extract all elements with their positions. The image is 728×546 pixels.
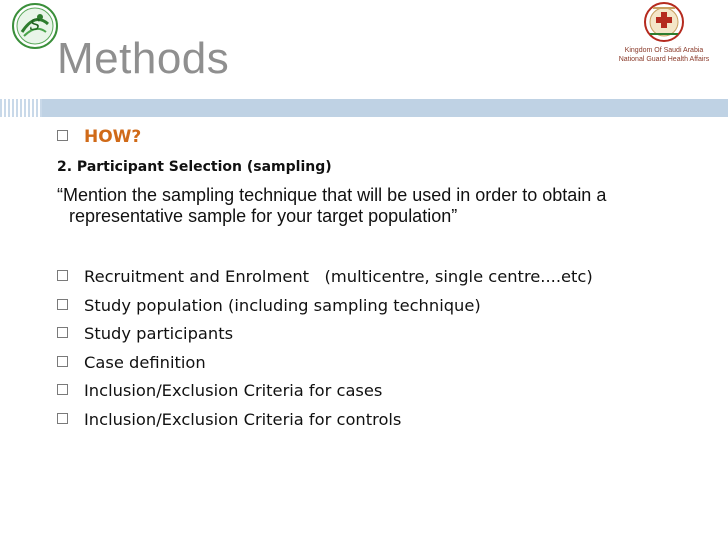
how-heading xyxy=(57,127,141,147)
list-item xyxy=(57,410,593,439)
instruction-quote: “Mention the sampling technique that will be used in order to obtain a representative sample for your target population” xyxy=(57,185,607,226)
emblem-icon xyxy=(606,0,722,46)
title-rule-bar xyxy=(42,99,728,117)
national-guard-logo xyxy=(606,0,722,70)
checkbox-bullet-icon xyxy=(57,130,68,141)
how-label: HOW? xyxy=(84,127,142,147)
logo-caption-line1: Kingdom Of Saudi Arabia xyxy=(624,47,704,54)
checkbox-bullet-icon xyxy=(57,270,68,281)
checkbox-bullet-icon xyxy=(57,327,68,338)
list-item-text: Study participants xyxy=(84,324,234,343)
bullet-list xyxy=(57,267,593,438)
list-item-text: Recruitment and Enrolment (multicentre, single centre....etc) xyxy=(84,267,593,286)
list-item-text: Inclusion/Exclusion Criteria for cases xyxy=(84,381,383,400)
checkbox-bullet-icon xyxy=(57,356,68,367)
logo-caption-line2: National Guard Health Affairs xyxy=(618,56,710,63)
checkbox-bullet-icon xyxy=(57,384,68,395)
list-item xyxy=(57,324,593,353)
svg-text:S: S xyxy=(29,15,41,34)
section-subheading: 2. Participant Selection (sampling) xyxy=(57,159,332,175)
list-item-text: Inclusion/Exclusion Criteria for controls xyxy=(84,409,402,429)
checkbox-bullet-icon xyxy=(57,413,68,424)
checkbox-bullet-icon xyxy=(57,299,68,310)
list-item-text: Study population (including sampling technique) xyxy=(84,295,481,315)
left-margin-strip xyxy=(0,0,42,546)
list-item-text: Case definition xyxy=(84,352,206,372)
title-rule-stripes xyxy=(0,99,42,117)
list-item xyxy=(57,353,593,382)
slide-title: Methods xyxy=(57,34,230,83)
list-item xyxy=(57,296,593,325)
list-item xyxy=(57,381,593,410)
list-item xyxy=(57,267,593,296)
